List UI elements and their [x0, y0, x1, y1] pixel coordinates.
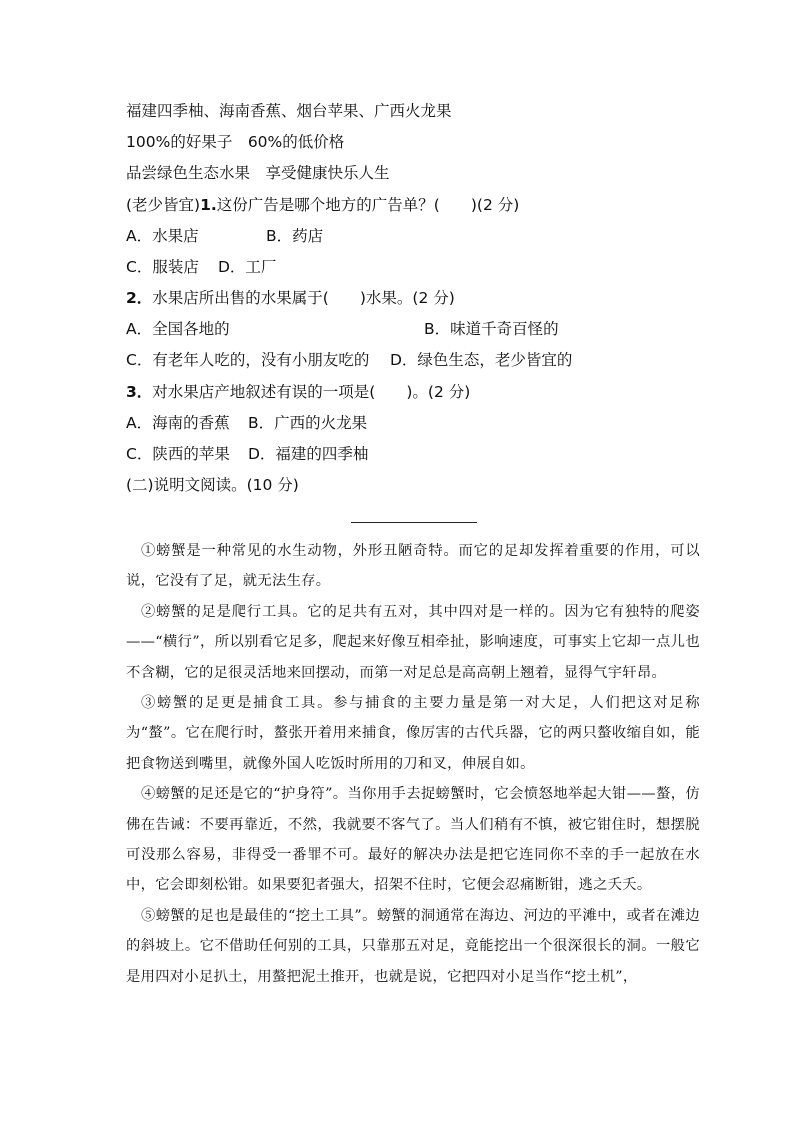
article-paragraph-3: ③螃蟹的足更是捕食工具。参与捕食的主要力量是第一对大足，人们把这对足称为“螯”。它在爬行时，螯张开着用来捕食，像厉害的古代兵器，它的两只螯收缩自如，能把食物送到嘴里，就像外国人吃饭时所用的刀和叉，伸展自如。	[126, 695, 700, 772]
ad-line-audience: (老少皆宜)	[126, 196, 201, 214]
title-blank-line	[351, 522, 477, 523]
question-2-number: 2．	[126, 289, 153, 307]
ad-line-fruits: 福建四季柚、海南香蕉、烟台苹果、广西火龙果	[126, 102, 452, 120]
question-2-option-b: B．味道千奇百怪的	[424, 320, 559, 338]
question-1-option-a: A．水果店	[126, 227, 199, 245]
question-1-option-c: C．服装店	[126, 258, 199, 276]
question-3	[126, 382, 470, 402]
article-paragraph-1: ①螃蟹是一种常见的水生动物，外形丑陋奇特。而它的足却发挥着重要的作用，可以说，它没有了足，就无法生存。	[126, 543, 700, 590]
question-3-option-a: A．海南的香蕉	[126, 414, 230, 432]
article-paragraph-2: ②螃蟹的足是爬行工具。它的足共有五对，其中四对是一样的。因为它有独特的爬姿——“横行”，所以别看它足多，爬起来好像互相牵扯，影响速度，可事实上它却一点儿也不含糊，它的足很灵活地来回摆动，而第一对足总是高高朝上翘着，显得气宇轩昂。	[126, 603, 700, 681]
article-paragraph-5: ⑤螃蟹的足也是最佳的“挖土工具”。螃蟹的洞通常在海边、河边的平滩中，或者在滩边的斜坡上。它不借助任何别的工具，只靠那五对足，竟能挖出一个很深很长的洞。一般它是用四对小足扒土，用螯把泥土推开，也就是说，它把四对小足当作“挖土机”，	[126, 907, 700, 985]
question-1-option-d: D．工厂	[218, 258, 277, 276]
ad-line-slogan: 品尝绿色生态水果 享受健康快乐人生	[126, 164, 390, 182]
question-1-option-b: B．药店	[266, 227, 324, 245]
question-2-option-c: C．有老年人吃的，没有小朋友吃的	[126, 351, 370, 369]
expository-article	[126, 536, 700, 992]
article-paragraph-4: ④螃蟹的足还是它的“护身符”。当你用手去捉螃蟹时，它会愤怒地举起大钳——螯，仿佛在告诫：不要再靠近，不然，我就要不客气了。当人们稍有不慎，被它钳住时，想摆脱可没那么容易，非得受一番罪不可。最好的解决办法是把它连同你不幸的手一起放在水中，它会即刻松钳。如果要犯者强大，招架不住时，它便会忍痛断钳，逃之夭夭。	[126, 786, 700, 894]
question-3-number: 3．	[126, 383, 153, 401]
question-2-stem: 水果店所出售的水果属于( )水果。(2 分)	[152, 289, 455, 307]
question-2-option-d: D．绿色生态，老少皆宜的	[390, 351, 573, 369]
question-2-option-a: A．全国各地的	[126, 320, 230, 338]
question-3-option-b: B．广西的火龙果	[248, 414, 368, 432]
question-1	[126, 195, 519, 215]
section-heading: (二)说明文阅读。(10 分)	[126, 476, 299, 494]
question-2	[126, 288, 455, 308]
ad-line-price: 100%的好果子 60%的低价格	[126, 133, 345, 151]
question-3-option-d: D．福建的四季柚	[248, 445, 369, 463]
question-1-number: 1.	[200, 196, 217, 214]
question-3-option-c: C．陕西的苹果	[126, 445, 230, 463]
question-3-stem: 对水果店产地叙述有误的一项是( )。(2 分)	[152, 383, 471, 401]
question-1-stem: 这份广告是哪个地方的广告单？( )(2 分)	[216, 196, 520, 214]
